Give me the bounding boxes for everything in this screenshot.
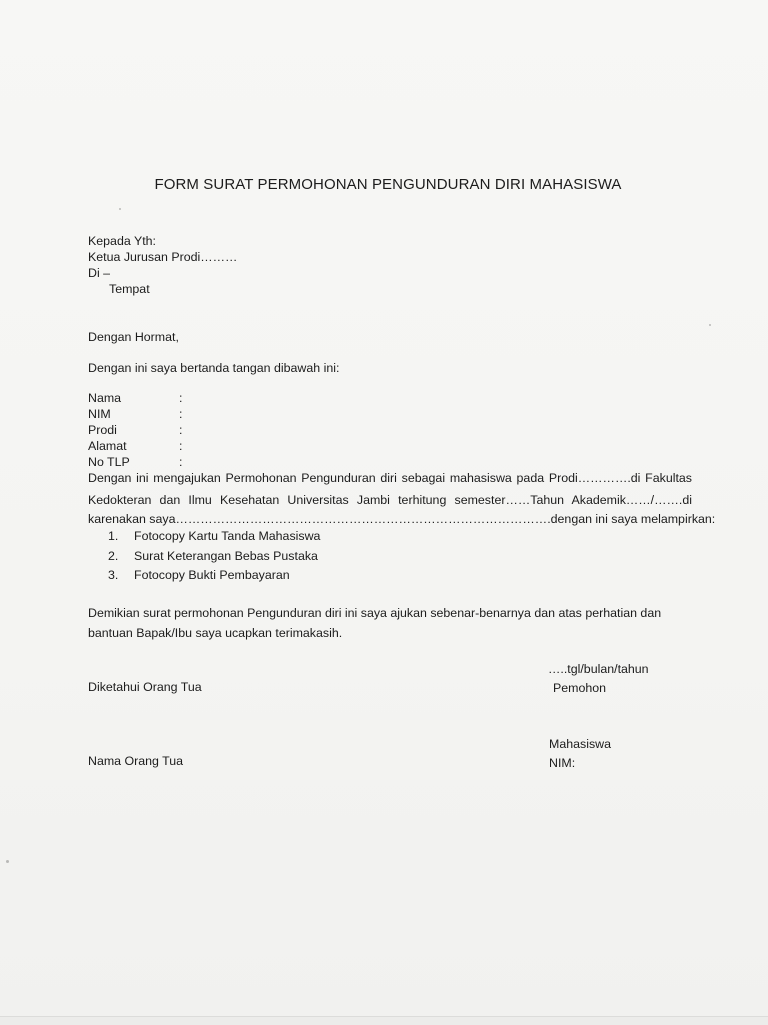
field-colon: : — [179, 455, 183, 469]
list-number: 3. — [108, 568, 119, 582]
parent-name-label: Nama Orang Tua — [88, 754, 184, 768]
field-label-nama: Nama — [88, 391, 122, 405]
scan-speck — [6, 860, 9, 863]
paragraph-line: Kedokteran dan Ilmu Kesehatan Universitas Jambi terhitung semester……Tahun Akademik……/…….di — [88, 493, 692, 507]
list-item-text: Surat Keterangan Bebas Pustaka — [134, 548, 318, 563]
field-label-nim: NIM — [88, 407, 111, 421]
paragraph-line: karenakan saya……………………………………………………………………………….dengan ini saya melampirkan: — [88, 512, 716, 526]
list-number: 2. — [108, 548, 119, 563]
parent-approval-label: Diketahui Orang Tua — [88, 680, 202, 694]
paragraph-line: Dengan ini mengajukan Permohonan Pengunduran diri sebagai mahasiswa pada Prodi………….di Fakultas — [88, 471, 692, 485]
field-label-no-tlp: No TLP — [88, 455, 130, 469]
list-item — [108, 527, 320, 547]
address-line-1: Kepada Yth: — [88, 234, 156, 248]
date-line: …..tgl/bulan/tahun — [548, 662, 649, 676]
greeting: Dengan Hormat, — [88, 330, 179, 344]
applicant-label: Pemohon — [553, 681, 607, 695]
field-label-prodi: Prodi — [88, 423, 117, 437]
address-line-3: Di – — [88, 266, 111, 280]
list-number: 1. — [108, 529, 119, 543]
field-label-alamat: Alamat — [88, 439, 127, 453]
scan-speck — [119, 208, 121, 210]
field-colon: : — [179, 423, 183, 437]
intro-line: Dengan ini saya bertanda tangan dibawah ini: — [88, 361, 340, 375]
student-label: Mahasiswa — [549, 737, 611, 751]
field-colon: : — [179, 407, 183, 421]
list-item — [108, 566, 320, 586]
nim-label: NIM: — [549, 756, 576, 770]
address-line-4: Tempat — [109, 282, 150, 296]
scan-speck — [709, 324, 711, 326]
field-colon: : — [179, 439, 183, 453]
closing-line: bantuan Bapak/Ibu saya ucapkan terimakasih. — [88, 626, 343, 640]
document-title: FORM SURAT PERMOHONAN PENGUNDURAN DIRI MAHASISWA — [154, 176, 622, 193]
address-line-2: Ketua Jurusan Prodi……… — [88, 250, 238, 264]
attachment-list — [108, 527, 320, 586]
list-item — [108, 547, 320, 567]
closing-line: Demikian surat permohonan Pengunduran diri ini saya ajukan sebenar-benarnya dan atas perhatian dan — [88, 606, 662, 620]
list-item-text: Fotocopy Kartu Tanda Mahasiswa — [134, 529, 321, 543]
list-item-text: Fotocopy Bukti Pembayaran — [134, 568, 290, 582]
field-colon: : — [179, 391, 183, 405]
